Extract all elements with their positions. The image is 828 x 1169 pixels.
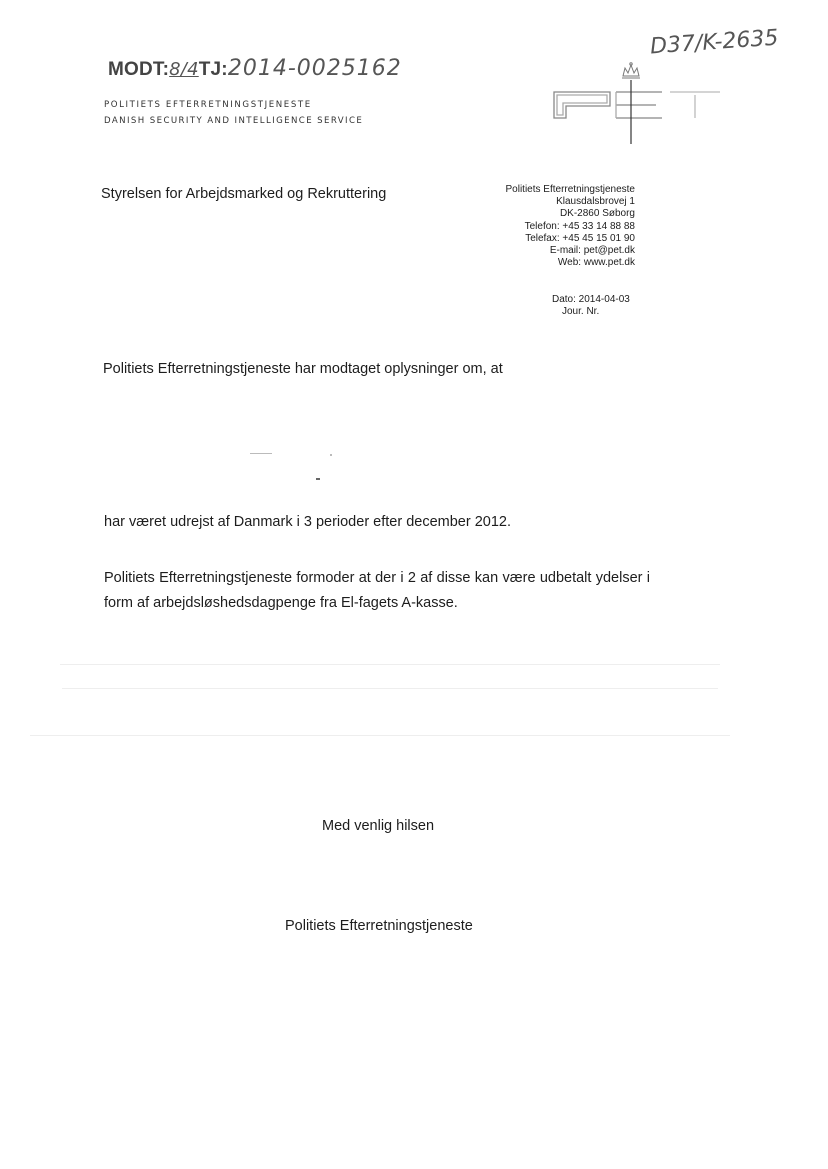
letter-date: Dato: 2014-04-03 [552,294,630,305]
stamp-handwritten-date: 8/4 [169,59,199,80]
closing-greeting: Med venlig hilsen [322,818,435,834]
stamp-label: MODT: [108,59,170,80]
sender-street: Klausdalsbrovej 1 [556,196,635,208]
body-paragraph-1: Politiets Efterretningstjeneste har modtaget oplysninger om, at [103,361,503,377]
sender-phone: Telefon: +45 33 14 88 88 [524,220,635,232]
recipient-name: Styrelsen for Arbejdsmarked og Rekruttering [101,186,387,202]
redacted-line [30,735,730,736]
pet-logo [552,62,722,148]
org-name-danish: POLITIETS EFTERRETNINGSTJENESTE [104,100,312,110]
body-paragraph-3: Politiets Efterretningstjeneste formoder at der i 2 af disse kan være udbetalt ydelser i form af arbejdsløshedsdagpenge fra El-fagets A-kasse. [104,570,650,611]
body-paragraph-2: har været udrejst af Danmark i 3 perioder efter december 2012. [104,514,512,530]
redacted-line [62,688,718,689]
date-block [540,294,636,318]
org-name-english: DANISH SECURITY AND INTELLIGENCE SERVICE [104,116,364,126]
redaction-speck [330,454,332,456]
crown-icon [622,63,640,78]
sender-address-block [470,184,635,269]
sender-fax: Telefax: +45 45 15 01 90 [525,232,635,244]
redaction-speck [316,478,320,480]
sender-city: DK-2860 Søborg [559,208,635,220]
stamp-handwritten-case-number: 2014-0025162 [227,56,402,81]
redaction-speck [250,453,272,454]
sender-web: Web: www.pet.dk [557,257,635,269]
signature-organization: Politiets Efterretningstjeneste [285,918,473,934]
journal-number: Jour. Nr. [562,306,600,318]
received-stamp [108,56,402,81]
sender-name: Politiets Efterretningstjeneste [505,184,635,195]
stamp-tj-label: TJ: [198,59,228,80]
redacted-line [60,664,720,665]
sender-email: E-mail: pet@pet.dk [549,245,635,257]
handwritten-reference: D37/K-2635 [649,25,780,60]
